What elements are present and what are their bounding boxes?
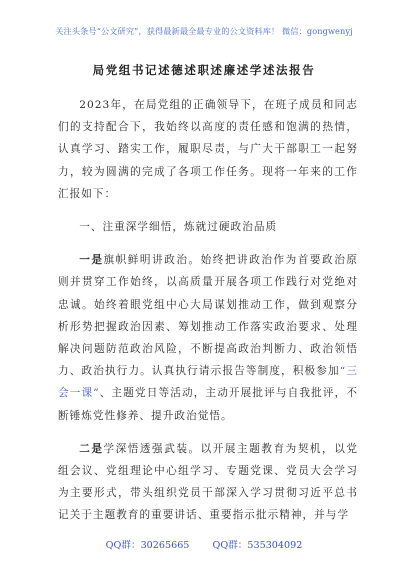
document-title: 局党组书记述德述职述廉述学述法报告 xyxy=(92,63,316,77)
header-banner: 关注头条号“公文研究”，获得最新最全最专业的公文资料库！ 微信：gongwenyj xyxy=(55,26,353,36)
footer xyxy=(0,537,408,551)
paragraph-1-text: 旗帜鲜明讲政治。始终把讲政治作为首要政治原则并贯穿工作始终，以高质量开展各项工作践行对党绝对忠诚。始终着眼党组中心大局谋划推动工作，做到观察分析形势把握政治因素、筹划推动工作落实政治要求、处理解决问题防范政治风险，不断提高政治判断力、政治领悟力、政治执行力。认真执行请示报告等制度，积极参加 xyxy=(58,254,358,378)
document-body xyxy=(58,94,358,538)
paragraph-1-text-end: 、主题党日等活动，主动开展批评与自我批评，不断锤炼党性修养、提升政治觉悟。 xyxy=(58,387,358,422)
footer-qq-group-1: QQ群：30265665 xyxy=(105,540,190,551)
intro-paragraph: 2023年，在局党组的正确领导下，在班子成员和同志们的支持配合下，我始终以高度的责任感和饱满的热情，认真学习、踏实工作，履职尽责，与广大干部职工一起努力，较为圆满的完成了各项工作任务。现将一年来的工作汇报如下： xyxy=(58,99,358,200)
footer-qq-group-2: QQ群：535304092 xyxy=(212,540,303,551)
paragraph-2-text: 学深悟透强武装。以开展主题教育为契机，以党组会议、党组理论中心组学习、专题党课、党员大会学习为主要形式，带头组织党员干部深入学习贯彻习近平总书记关于主题教育的重要讲话、重要指示批示精神，并与学 xyxy=(58,442,358,522)
paragraph-1-lead: 一是 xyxy=(79,254,104,267)
paragraph-2-lead: 二是 xyxy=(79,442,104,455)
section-heading: 一、注重深学细悟，炼就过硬政治品质 xyxy=(79,221,278,234)
paragraph-1 xyxy=(58,249,358,427)
paragraph-2 xyxy=(58,438,358,527)
three-meetings-link[interactable]: “三会一课” xyxy=(58,365,358,400)
